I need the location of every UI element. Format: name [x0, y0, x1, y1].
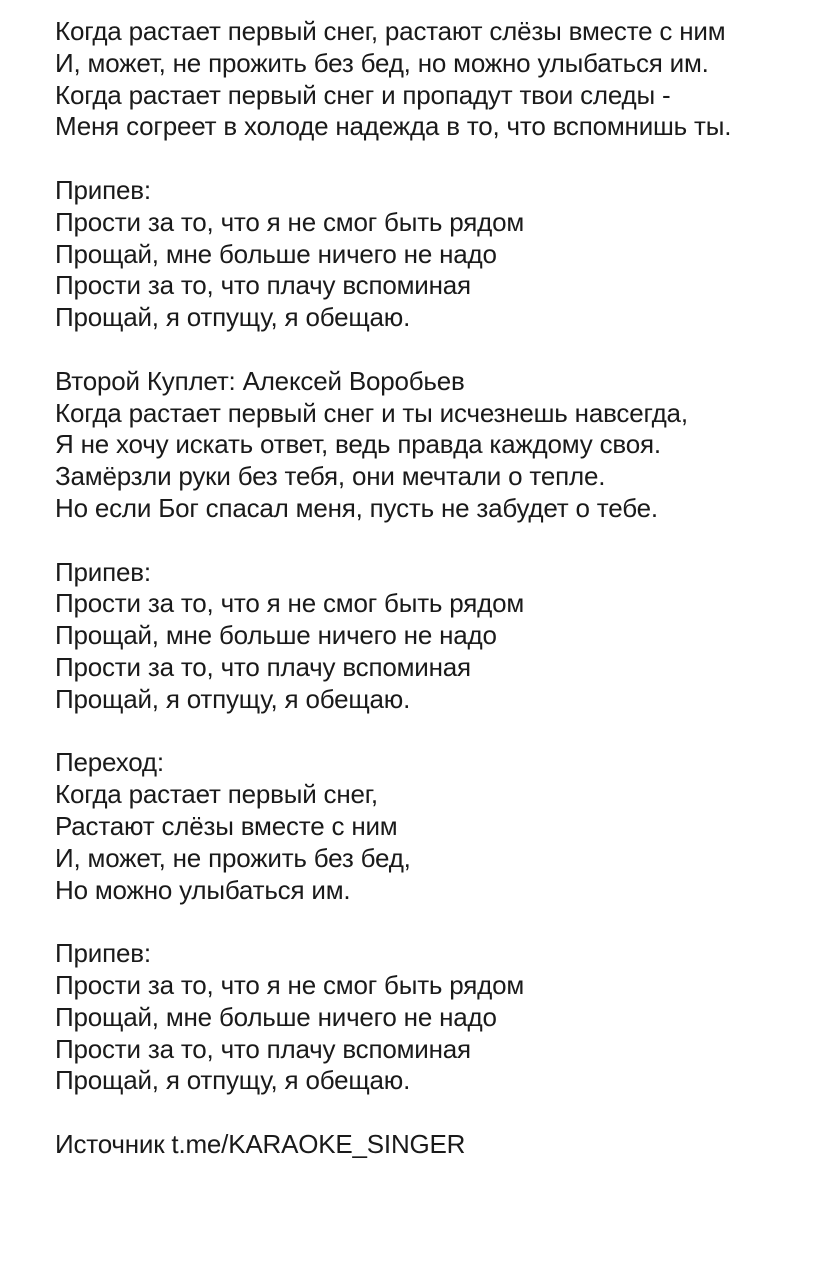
section-heading: Припев:	[55, 556, 151, 587]
lyric-line: Меня согреет в холоде надежда в то, что вспомнишь ты.	[55, 111, 732, 142]
lyric-line: Когда растает первый снег, растают слёзы вместе с ним	[55, 16, 726, 46]
chorus-3	[55, 938, 795, 1097]
source-credit	[55, 1129, 795, 1161]
chorus-2	[55, 557, 795, 716]
lyric-line: Замёрзли руки без тебя, они мечтали о тепле.	[55, 461, 606, 492]
lyric-line: Прощай, мне больше ничего не надо	[55, 620, 497, 651]
chorus-1	[55, 175, 795, 334]
section-heading: Второй Куплет: Алексей Воробьев	[55, 365, 465, 396]
lyric-line: Растают слёзы вместе с ним	[55, 810, 398, 841]
lyric-line: Прощай, я отпущу, я обещаю.	[55, 1065, 411, 1096]
source-line: Источник t.me/KARAOKE_SINGER	[55, 1128, 466, 1159]
section-heading: Припев:	[55, 938, 151, 969]
section-heading: Припев:	[55, 174, 151, 205]
lyric-line: Прости за то, что плачу вспоминая	[55, 651, 471, 682]
verse-2	[55, 366, 795, 525]
lyric-line: Прости за то, что я не смог быть рядом	[55, 588, 525, 619]
lyric-line: Прощай, я отпущу, я обещаю.	[55, 683, 411, 714]
bridge	[55, 747, 795, 906]
lyric-line: Прости за то, что я не смог быть рядом	[55, 969, 525, 1000]
lyric-line: Прощай, я отпущу, я обещаю.	[55, 302, 411, 333]
lyric-line: Прости за то, что плачу вспоминая	[55, 1033, 471, 1064]
lyrics-text	[55, 16, 795, 1161]
lyric-line: Когда растает первый снег и пропадут твои следы -	[55, 79, 671, 110]
lyric-line: Прости за то, что плачу вспоминая	[55, 270, 471, 301]
lyric-line: Прощай, мне больше ничего не надо	[55, 238, 497, 269]
lyric-line: И, может, не прожить без бед,	[55, 842, 411, 873]
lyric-line: Но можно улыбаться им.	[55, 874, 351, 905]
section-heading: Переход:	[55, 747, 164, 778]
lyric-line: И, может, не прожить без бед, но можно улыбаться им.	[55, 47, 709, 78]
lyric-line: Когда растает первый снег и ты исчезнешь навсегда,	[55, 397, 688, 428]
verse-1	[55, 16, 795, 143]
lyric-line: Я не хочу искать ответ, ведь правда каждому своя.	[55, 429, 661, 460]
lyric-line: Но если Бог спасал меня, пусть не забудет о тебе.	[55, 492, 658, 523]
lyric-line: Когда растает первый снег,	[55, 779, 378, 810]
lyric-line: Прости за то, что я не смог быть рядом	[55, 206, 525, 237]
lyric-line: Прощай, мне больше ничего не надо	[55, 1001, 497, 1032]
